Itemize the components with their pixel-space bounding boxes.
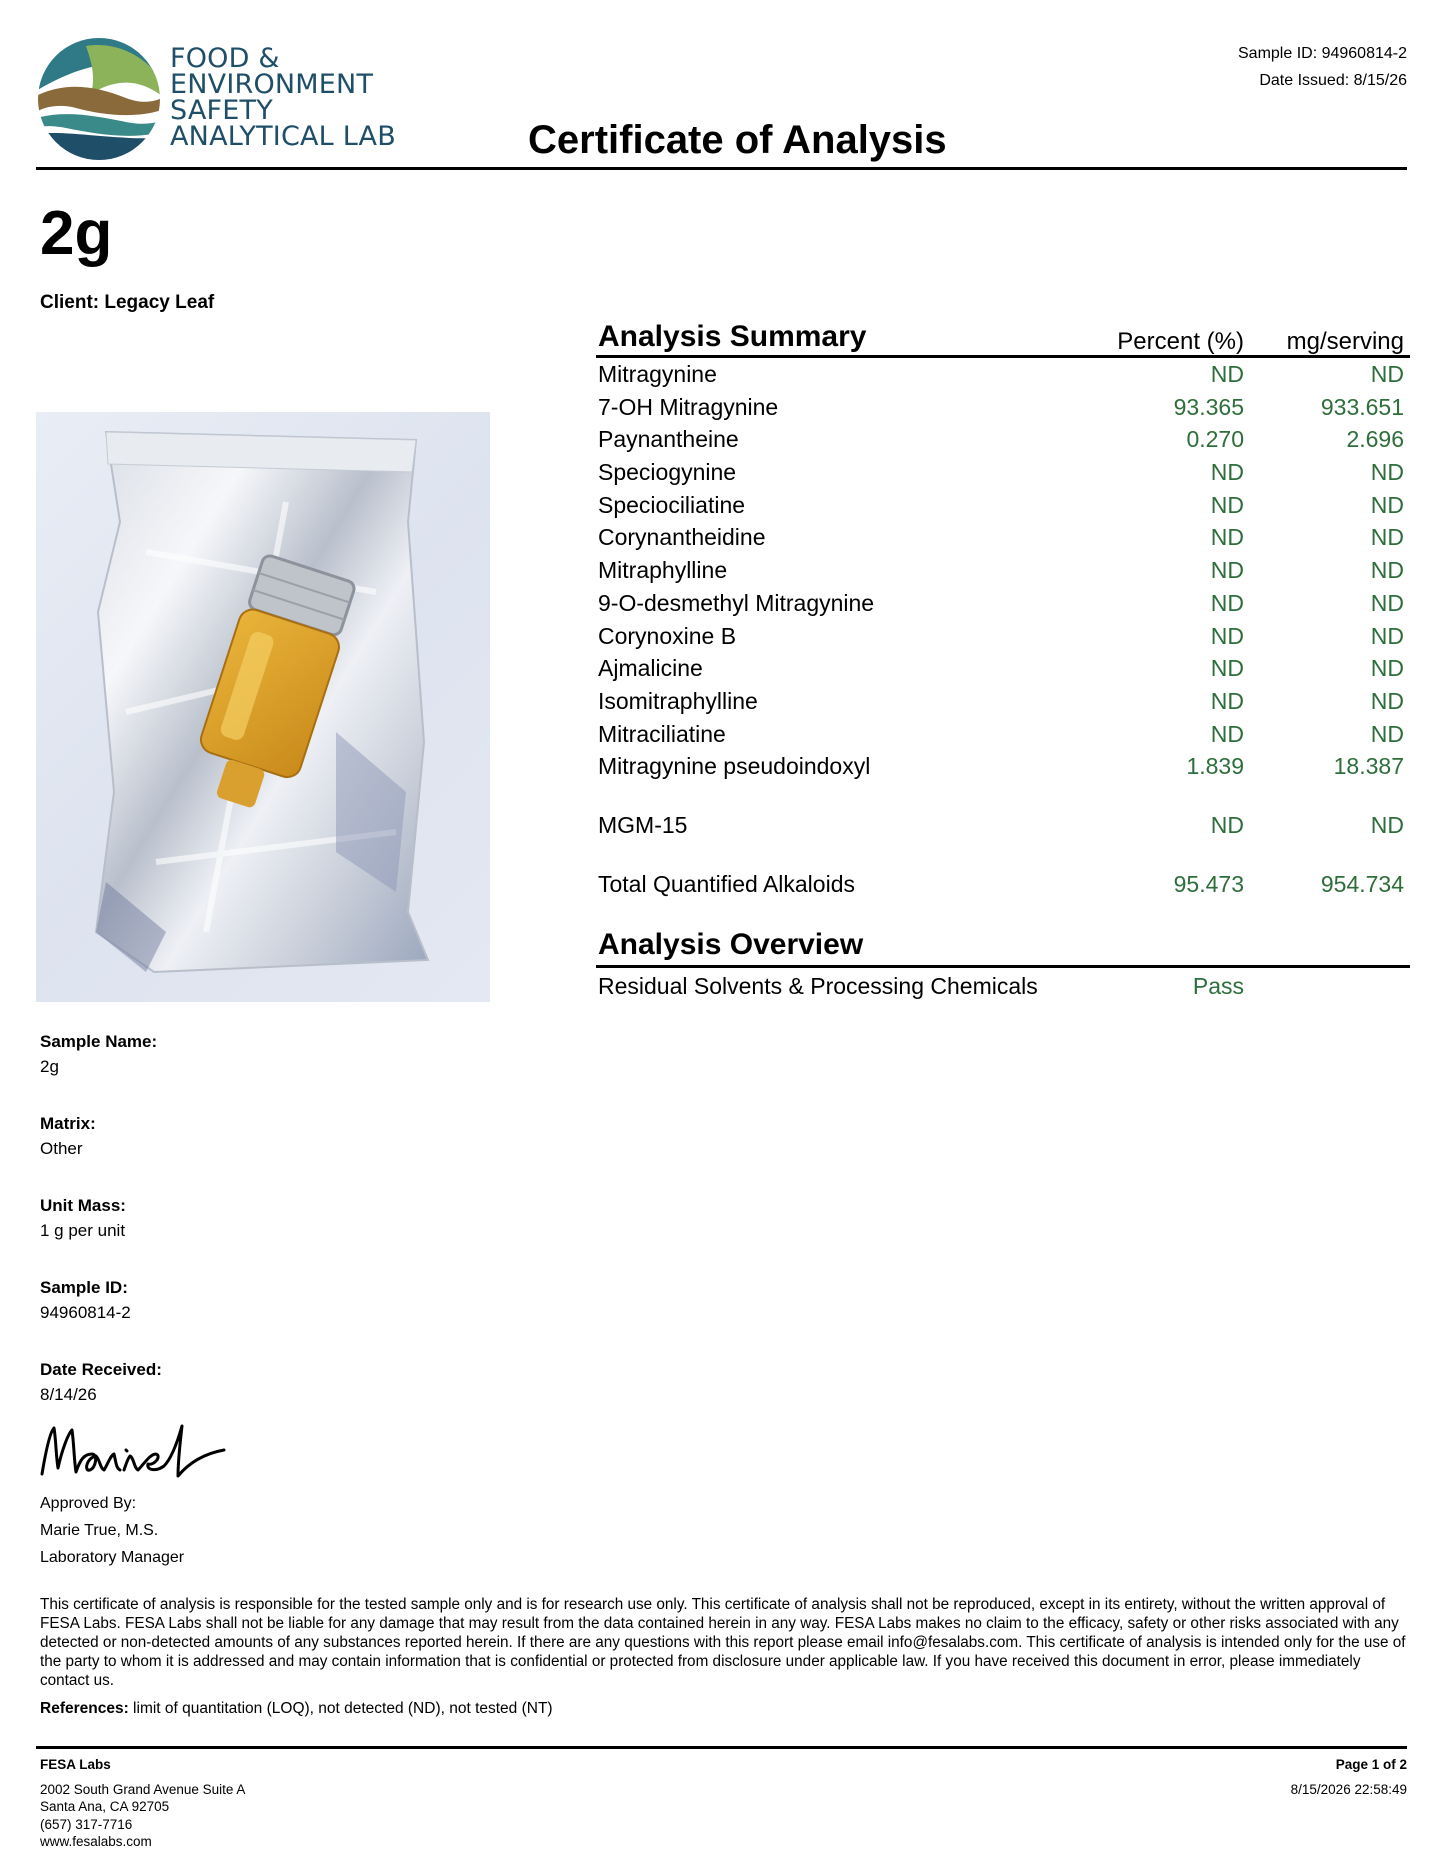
table-row (596, 456, 1410, 489)
date-received-value: 8/14/26 (40, 1385, 97, 1404)
matrix-block (40, 1112, 162, 1194)
analyte-mg: 2.696 (1346, 426, 1404, 453)
table-row (596, 423, 1410, 456)
analyte-percent: 0.270 (1186, 426, 1244, 453)
footer-address-line2: Santa Ana, CA 92705 (40, 1799, 170, 1814)
analyte-mg: 18.387 (1333, 753, 1404, 780)
footer-address (40, 1756, 245, 1851)
row-spacer (596, 783, 1410, 809)
analyte-name: Paynantheine (598, 426, 739, 453)
total-mg: 954.734 (1320, 870, 1404, 897)
references-text: limit of quantitation (LOQ), not detected (ND), not tested (NT) (128, 1700, 553, 1717)
approver-name: Marie True, M.S. (40, 1522, 159, 1539)
unit-mass-value: 1 g per unit (40, 1221, 126, 1240)
analyte-percent: ND (1210, 361, 1244, 387)
matrix-value: Other (40, 1139, 83, 1158)
header-meta (1238, 40, 1407, 94)
table-row (596, 358, 1410, 391)
analyte-name: Mitraciliatine (598, 720, 726, 747)
footer-company: FESA Labs (40, 1757, 111, 1772)
analyte-name: Speciogynine (598, 459, 737, 486)
analyte-percent: ND (1210, 655, 1244, 682)
header-date-issued: Date Issued: 8/15/26 (1259, 72, 1407, 89)
analyte-name: Corynoxine B (598, 622, 737, 649)
analyte-percent: ND (1210, 811, 1244, 838)
analyte-mg: ND (1370, 811, 1404, 838)
references (40, 1700, 553, 1718)
table-row (596, 587, 1410, 620)
analyte-mg: ND (1370, 655, 1404, 682)
analyte-mg: ND (1370, 720, 1404, 747)
analyte-mg: ND (1370, 622, 1404, 649)
analyte-name: Mitragynine (598, 361, 717, 387)
footer-page-info (1291, 1756, 1407, 1798)
sample-info (40, 1030, 162, 1440)
table-row (596, 620, 1410, 653)
product-title: 2g (40, 199, 113, 268)
analyte-name: Speciociliatine (598, 491, 746, 518)
footer-divider (36, 1746, 1407, 1749)
analyte-percent: ND (1210, 459, 1244, 486)
analyte-percent: ND (1210, 687, 1244, 714)
references-label: References: (40, 1700, 129, 1717)
analyte-percent: ND (1210, 524, 1244, 551)
summary-header (596, 318, 1410, 358)
client-name: Client: Legacy Leaf (40, 292, 215, 313)
table-row (596, 554, 1410, 587)
analyte-name: Corynantheidine (598, 524, 766, 551)
table-row-mgm15 (596, 809, 1410, 842)
sample-id-value: 94960814-2 (40, 1303, 131, 1322)
document-title: Certificate of Analysis (528, 118, 947, 162)
table-row (596, 521, 1410, 554)
header-sample-id: Sample ID: 94960814-2 (1238, 45, 1407, 62)
total-row (596, 868, 1410, 901)
analyte-mg: ND (1370, 459, 1404, 486)
lab-name-line: FOOD & (170, 43, 280, 74)
mg-column-header: mg/serving (1286, 328, 1404, 355)
table-row (596, 391, 1410, 424)
signature-icon (38, 1420, 228, 1480)
analyte-mg: ND (1370, 524, 1404, 551)
matrix-label: Matrix: (40, 1114, 96, 1133)
total-percent: 95.473 (1173, 870, 1244, 897)
analyte-mg: ND (1370, 557, 1404, 584)
lab-name-line: ANALYTICAL LAB (170, 121, 396, 152)
unit-mass-label: Unit Mass: (40, 1196, 126, 1215)
analyte-mg: ND (1370, 361, 1404, 387)
analyte-percent: ND (1210, 557, 1244, 584)
table-row (596, 652, 1410, 685)
summary-title: Analysis Summary (598, 320, 867, 353)
overview-row (596, 968, 1410, 1002)
overview-status: Pass (1192, 973, 1244, 999)
page-number: Page 1 of 2 (1335, 1757, 1407, 1772)
table-row (596, 750, 1410, 783)
sample-name-block (40, 1030, 162, 1112)
analysis-overview (596, 924, 1410, 1002)
sample-id-block (40, 1276, 162, 1358)
analyte-percent: ND (1210, 589, 1244, 616)
date-received-label: Date Received: (40, 1360, 162, 1379)
analyte-percent: ND (1210, 622, 1244, 649)
sample-id-label: Sample ID: (40, 1278, 128, 1297)
disclaimer-text: This certificate of analysis is responsible for the tested sample only and is for research use only. This certificate of analysis shall not be reproduced, except in its entirety, without the written approval of FESA Labs. FESA Labs shall not be liable for any damage that may result from the data contained herein in any way. FESA Labs makes no claim to the efficacy, safety or other risks associated with any detected or non-detected amounts of any substances reported herein. If there are any questions with this report please email info@fesalabs.com. This certificate of analysis is intended only for the use of the party to whom it is addressed and may contain information that is confidential or protected from disclosure under applicable law. If you have received this document in error, please immediately contact us. (40, 1596, 1406, 1689)
footer-address-line1: 2002 South Grand Avenue Suite A (40, 1781, 246, 1797)
analyte-name: 7-OH Mitragynine (598, 393, 779, 420)
header-divider (36, 167, 1407, 170)
analyte-mg: 933.651 (1320, 393, 1404, 420)
fesa-logo-icon (36, 36, 162, 162)
lab-name-line: ENVIRONMENT (170, 69, 374, 100)
unit-mass-block (40, 1194, 162, 1276)
analysis-summary-table (596, 318, 1410, 900)
approved-by-label: Approved By: (40, 1495, 137, 1512)
analyte-percent: ND (1210, 720, 1244, 747)
table-row (596, 718, 1410, 751)
sample-name-label: Sample Name: (40, 1032, 158, 1051)
lab-name (170, 43, 396, 152)
analyte-percent: 93.365 (1173, 393, 1244, 420)
overview-title: Analysis Overview (596, 924, 1410, 968)
approval-block (40, 1490, 184, 1571)
row-spacer (596, 842, 1410, 868)
approver-role: Laboratory Manager (40, 1549, 185, 1566)
percent-column-header: Percent (%) (1117, 328, 1244, 355)
analyte-name: 9-O-desmethyl Mitragynine (598, 589, 875, 616)
footer-timestamp: 8/15/2026 22:58:49 (1290, 1781, 1407, 1797)
sample-name-value: 2g (40, 1057, 59, 1076)
analyte-name: Mitraphylline (598, 557, 728, 584)
analyte-percent: 1.839 (1186, 753, 1244, 780)
analyte-mg: ND (1370, 491, 1404, 518)
analyte-mg: ND (1370, 589, 1404, 616)
analyte-name: MGM-15 (598, 811, 688, 838)
table-row (596, 685, 1410, 718)
analyte-percent: ND (1210, 491, 1244, 518)
overview-test-name: Residual Solvents & Processing Chemicals (598, 973, 1038, 999)
product-photo (36, 412, 490, 1002)
analyte-name: Mitragynine pseudoindoxyl (598, 753, 871, 780)
footer-website: www.fesalabs.com (40, 1834, 152, 1849)
table-row (596, 489, 1410, 522)
analyte-name: Ajmalicine (598, 655, 703, 682)
footer-phone: (657) 317-7716 (40, 1816, 133, 1832)
analyte-mg: ND (1370, 687, 1404, 714)
lab-name-line: SAFETY (170, 95, 273, 126)
total-name: Total Quantified Alkaloids (598, 870, 855, 897)
analyte-name: Isomitraphylline (598, 687, 758, 714)
